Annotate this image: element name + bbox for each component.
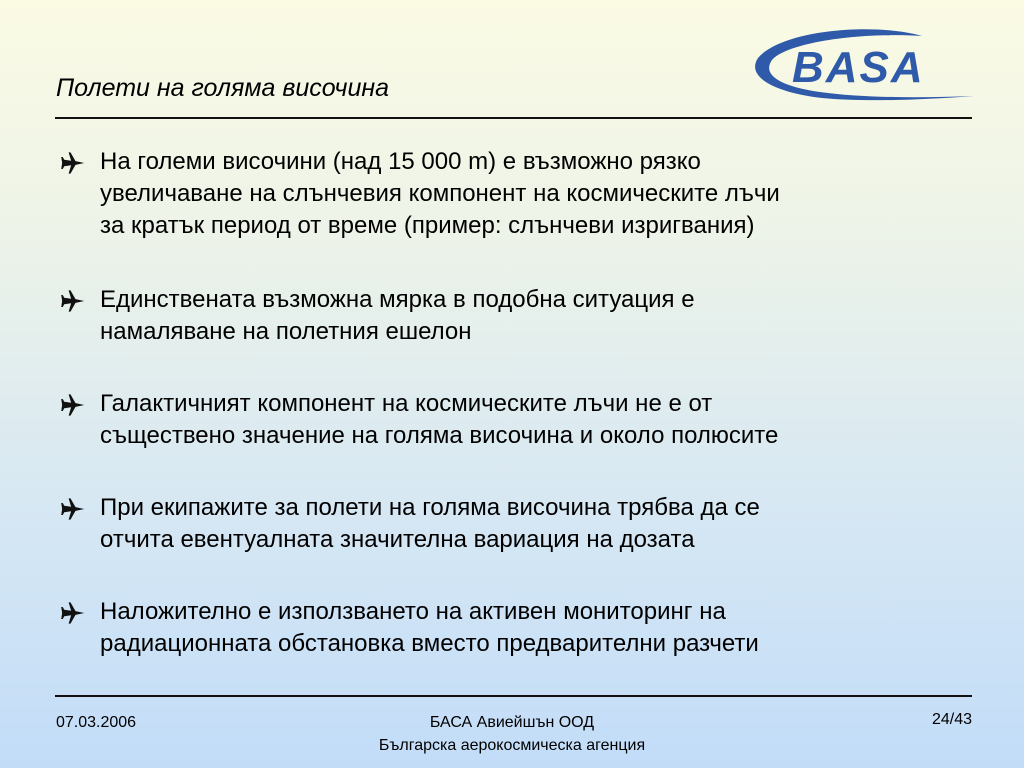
footer-date: 07.03.2006 xyxy=(56,714,137,731)
logo-text: BASA xyxy=(792,43,925,92)
airplane-icon xyxy=(56,286,90,316)
bullet-text: Наложително е използването на активен мониторинг на радиационната обстановка вместо предварителни разчети xyxy=(100,598,759,657)
basa-logo xyxy=(752,26,974,108)
page-number: 24/43 xyxy=(931,711,972,728)
airplane-icon xyxy=(56,390,90,420)
footer-company-line2: Българска аерокосмическа агенция xyxy=(378,737,646,754)
bullet-text: Галактичният компонент на космическите лъчи не е от съществено значение на голяма височина и около полюсите xyxy=(100,390,779,449)
airplane-icon xyxy=(56,494,90,524)
bullet-text: При екипажите за полети на голяма височина трябва да се отчита евентуалната значителна вариация на дозата xyxy=(100,494,760,553)
bullet-text: На големи височини (над 15 000 m) е възможно рязко увеличаване на слънчевия компонент на космическите лъчи за кратък период от време (пример: слънчеви изригвания) xyxy=(100,148,780,239)
footer-company xyxy=(312,711,712,757)
bullet-text: Единствената възможна мярка в подобна ситуация е намаляване на полетния ешелон xyxy=(100,286,695,345)
footer-divider xyxy=(55,695,972,697)
footer-company-line1: БАСА Авиейшън ООД xyxy=(429,714,595,731)
airplane-icon xyxy=(56,598,90,628)
title-divider xyxy=(55,117,972,119)
slide-title: Полети на голяма височина xyxy=(56,74,390,102)
airplane-icon xyxy=(56,148,90,178)
